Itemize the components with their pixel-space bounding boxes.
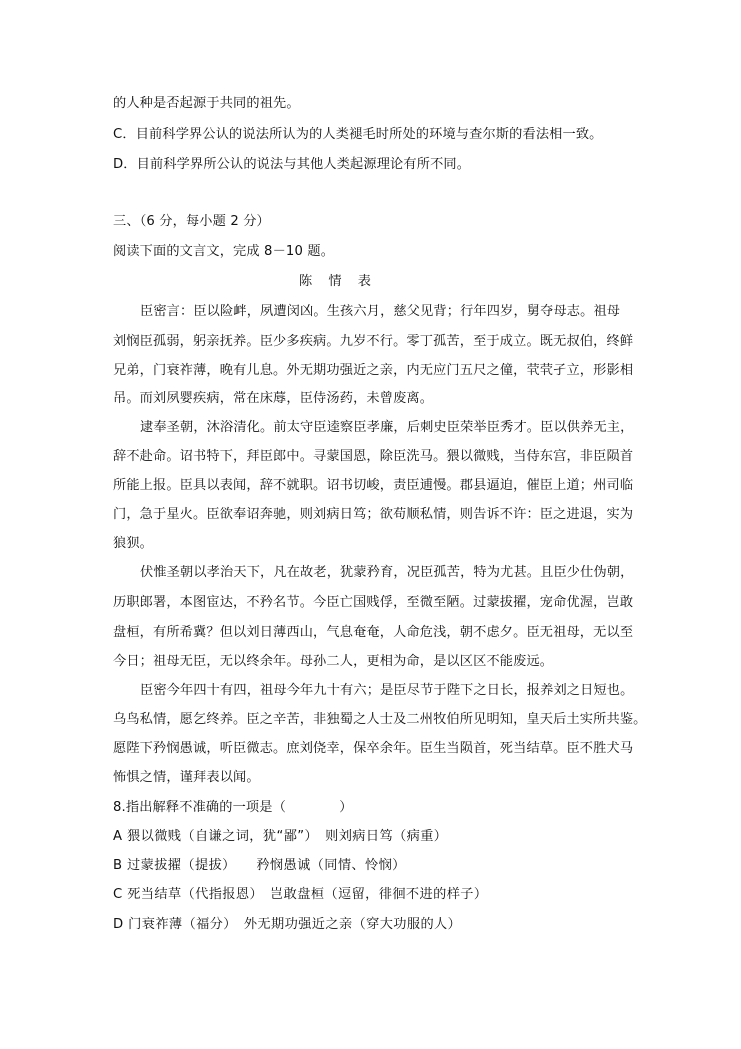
passage-line: 辞不赴命。诏书特下，拜臣郎中。寻蒙国恩，除臣洗马。猥以微贱，当侍东宫，非臣陨首: [113, 449, 634, 464]
text-line: D．目前科学界所公认的说法与其他人类起源理论有所不同。: [113, 157, 471, 172]
passage-line: 伏惟圣朝以孝治天下，凡在故老，犹蒙矜育，况臣孤苦，特为尤甚。且臣少仕伪朝，: [140, 565, 634, 580]
passage-line: 臣密今年四十有四，祖母今年九十有六；是臣尽节于陛下之日长，报养刘之日短也。: [140, 683, 634, 698]
passage-line: 今日；祖母无臣，无以终余年。母孙二人，更相为命，是以区区不能废远。: [113, 654, 554, 669]
question-option-d: D 门衰祚薄（福分） 外无期功强近之亲（穿大功服的人）: [113, 917, 462, 932]
passage-line: 逮奉圣朝，沐浴清化。前太守臣逵察臣孝廉，后刺史臣荣举臣秀才。臣以供养无主，: [140, 420, 634, 435]
passage-line: 狼狈。: [113, 536, 154, 551]
passage-line: 臣密言：臣以险衅，夙遭闵凶。生孩六月，慈父见背；行年四岁，舅夺母志。祖母: [140, 304, 621, 319]
text-line: 的人种是否起源于共同的祖先。: [113, 96, 300, 111]
passage-line: 愿陛下矜悯愚诚，听臣微志。庶刘侥幸，保卒余年。臣生当陨首，死当结草。臣不胜犬马: [113, 741, 634, 756]
passage-line: 吊。而刘夙婴疾病，常在床蓐，臣侍汤药，未曾废离。: [113, 391, 434, 406]
question-stem: 8.指出解释不准确的一项是（ ）: [113, 800, 353, 815]
passage-line: 刘悯臣孤弱，躬亲抚养。臣少多疾病。九岁不行。零丁孤苦，至于成立。既无叔伯，终鲜: [113, 334, 634, 349]
text-line: C．目前科学界公认的说法所认为的人类褪毛时所处的环境与查尔斯的看法相一致。: [113, 127, 603, 142]
passage-line: 兄弟，门衰祚薄，晚有儿息。外无期功强近之亲，内无应门五尺之僮，茕茕孑立，形影相: [113, 363, 634, 378]
section-heading: 三、（6 分，每小题 2 分）: [113, 214, 270, 229]
passage-line: 乌鸟私情，愿乞终养。臣之辛苦，非独蜀之人士及二州牧伯所见明知，皇天后土实所共鉴。: [113, 712, 647, 727]
passage-line: 所能上报。臣具以表闻，辞不就职。诏书切峻，责臣逋慢。郡县逼迫，催臣上道；州司临: [113, 478, 634, 493]
passage-line: 门，急于星火。臣欲奉诏奔驰，则刘病日笃；欲苟顺私情，则告诉不许：臣之进退，实为: [113, 507, 634, 522]
question-option-c: C 死当结草（代指报恩） 岂敢盘桓（逗留，徘徊不进的样子）: [113, 887, 488, 902]
passage-title: 陈 情 表: [299, 274, 377, 289]
question-option-a: A 猥以微贱（自谦之词，犹“鄙”） 则刘病日笃（病重）: [113, 829, 448, 844]
section-instruction: 阅读下面的文言文，完成 8－10 题。: [113, 244, 335, 259]
passage-line: 盘桓，有所希冀？但以刘日薄西山，气息奄奄，人命危浅，朝不虑夕。臣无祖母，无以至: [113, 625, 634, 640]
passage-line: 怖惧之情，谨拜表以闻。: [113, 770, 260, 785]
passage-line: 历职郎署，本图宦达，不矜名节。今臣亡国贱俘，至微至陋。过蒙拔擢，宠命优渥，岂敢: [113, 595, 634, 610]
question-option-b: B 过蒙拔擢（提拔） 矜悯愚诚（同情、怜悯）: [113, 858, 406, 873]
